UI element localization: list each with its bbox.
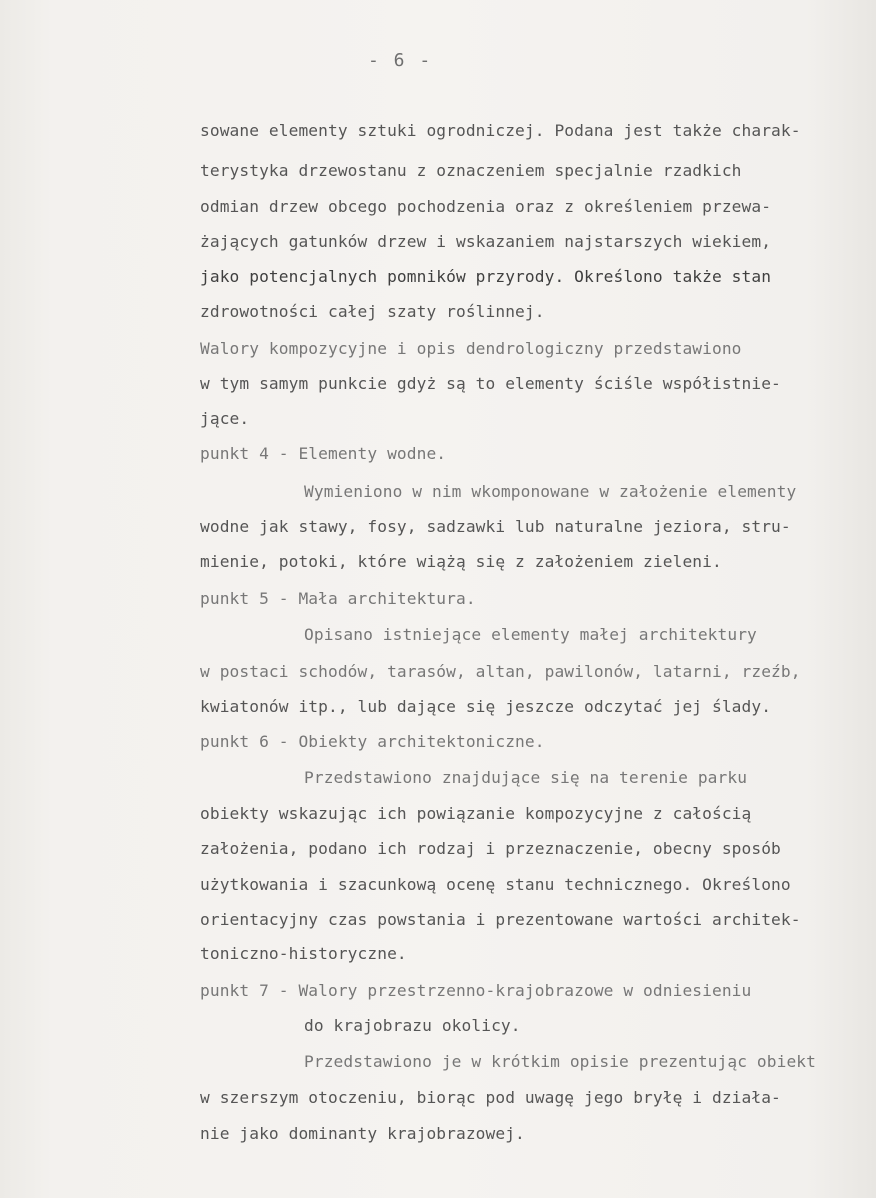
text-line: jące. [200,409,250,428]
text-line: Wymieniono w nim wkomponowane w założenie elementy [304,482,797,501]
text-line: Walory kompozycyjne i opis dendrologiczny przedstawiono [200,339,742,358]
text-line: orientacyjny czas powstania i prezentowane wartości architek- [200,910,801,929]
text-line: Przedstawiono je w krótkim opisie prezentując obiekt [304,1052,816,1071]
section-heading: punkt 7 - Walory przestrzenno-krajobrazowe w odniesieniu [200,981,752,1000]
text-line: obiekty wskazując ich powiązanie kompozycyjne z całością [200,804,752,823]
section-heading: punkt 5 - Mała architektura. [200,589,476,608]
text-line: sowane elementy sztuki ogrodniczej. Podana jest także charak- [200,121,801,140]
text-line: nie jako dominanty krajobrazowej. [200,1124,525,1143]
text-line: zdrowotności całej szaty roślinnej. [200,302,545,321]
section-heading: punkt 6 - Obiekty architektoniczne. [200,732,545,751]
text-line: odmian drzew obcego pochodzenia oraz z określeniem przewa- [200,197,772,216]
text-line: jako potencjalnych pomników przyrody. Określono także stan [200,267,772,286]
text-line: Przedstawiono znajdujące się na terenie parku [304,768,748,787]
text-line: mienie, potoki, które wiążą się z założeniem zieleni. [200,552,722,571]
text-line: toniczno-historyczne. [200,944,407,963]
text-line: Opisano istniejące elementy małej architektury [304,625,757,644]
text-line: wodne jak stawy, fosy, sadzawki lub naturalne jeziora, stru- [200,517,791,536]
text-line: terystyka drzewostanu z oznaczeniem specjalnie rzadkich [200,161,742,180]
section-heading: punkt 4 - Elementy wodne. [200,444,447,463]
text-line: użytkowania i szacunkową ocenę stanu technicznego. Określono [200,875,791,894]
text-line: żających gatunków drzew i wskazaniem najstarszych wiekiem, [200,232,772,251]
text-line: w szerszym otoczeniu, biorąc pod uwagę jego bryłę i działa- [200,1088,781,1107]
section-heading: do krajobrazu okolicy. [304,1016,521,1035]
text-line: w tym samym punkcie gdyż są to elementy ściśle współistnie- [200,374,781,393]
text-line: w postaci schodów, tarasów, altan, pawilonów, latarni, rzeźb, [200,662,801,681]
page-number: - 6 - [368,50,433,71]
text-line: kwiatonów itp., lub dające się jeszcze odczytać jej ślady. [200,697,772,716]
text-line: założenia, podano ich rodzaj i przeznaczenie, obecny sposób [200,839,781,858]
